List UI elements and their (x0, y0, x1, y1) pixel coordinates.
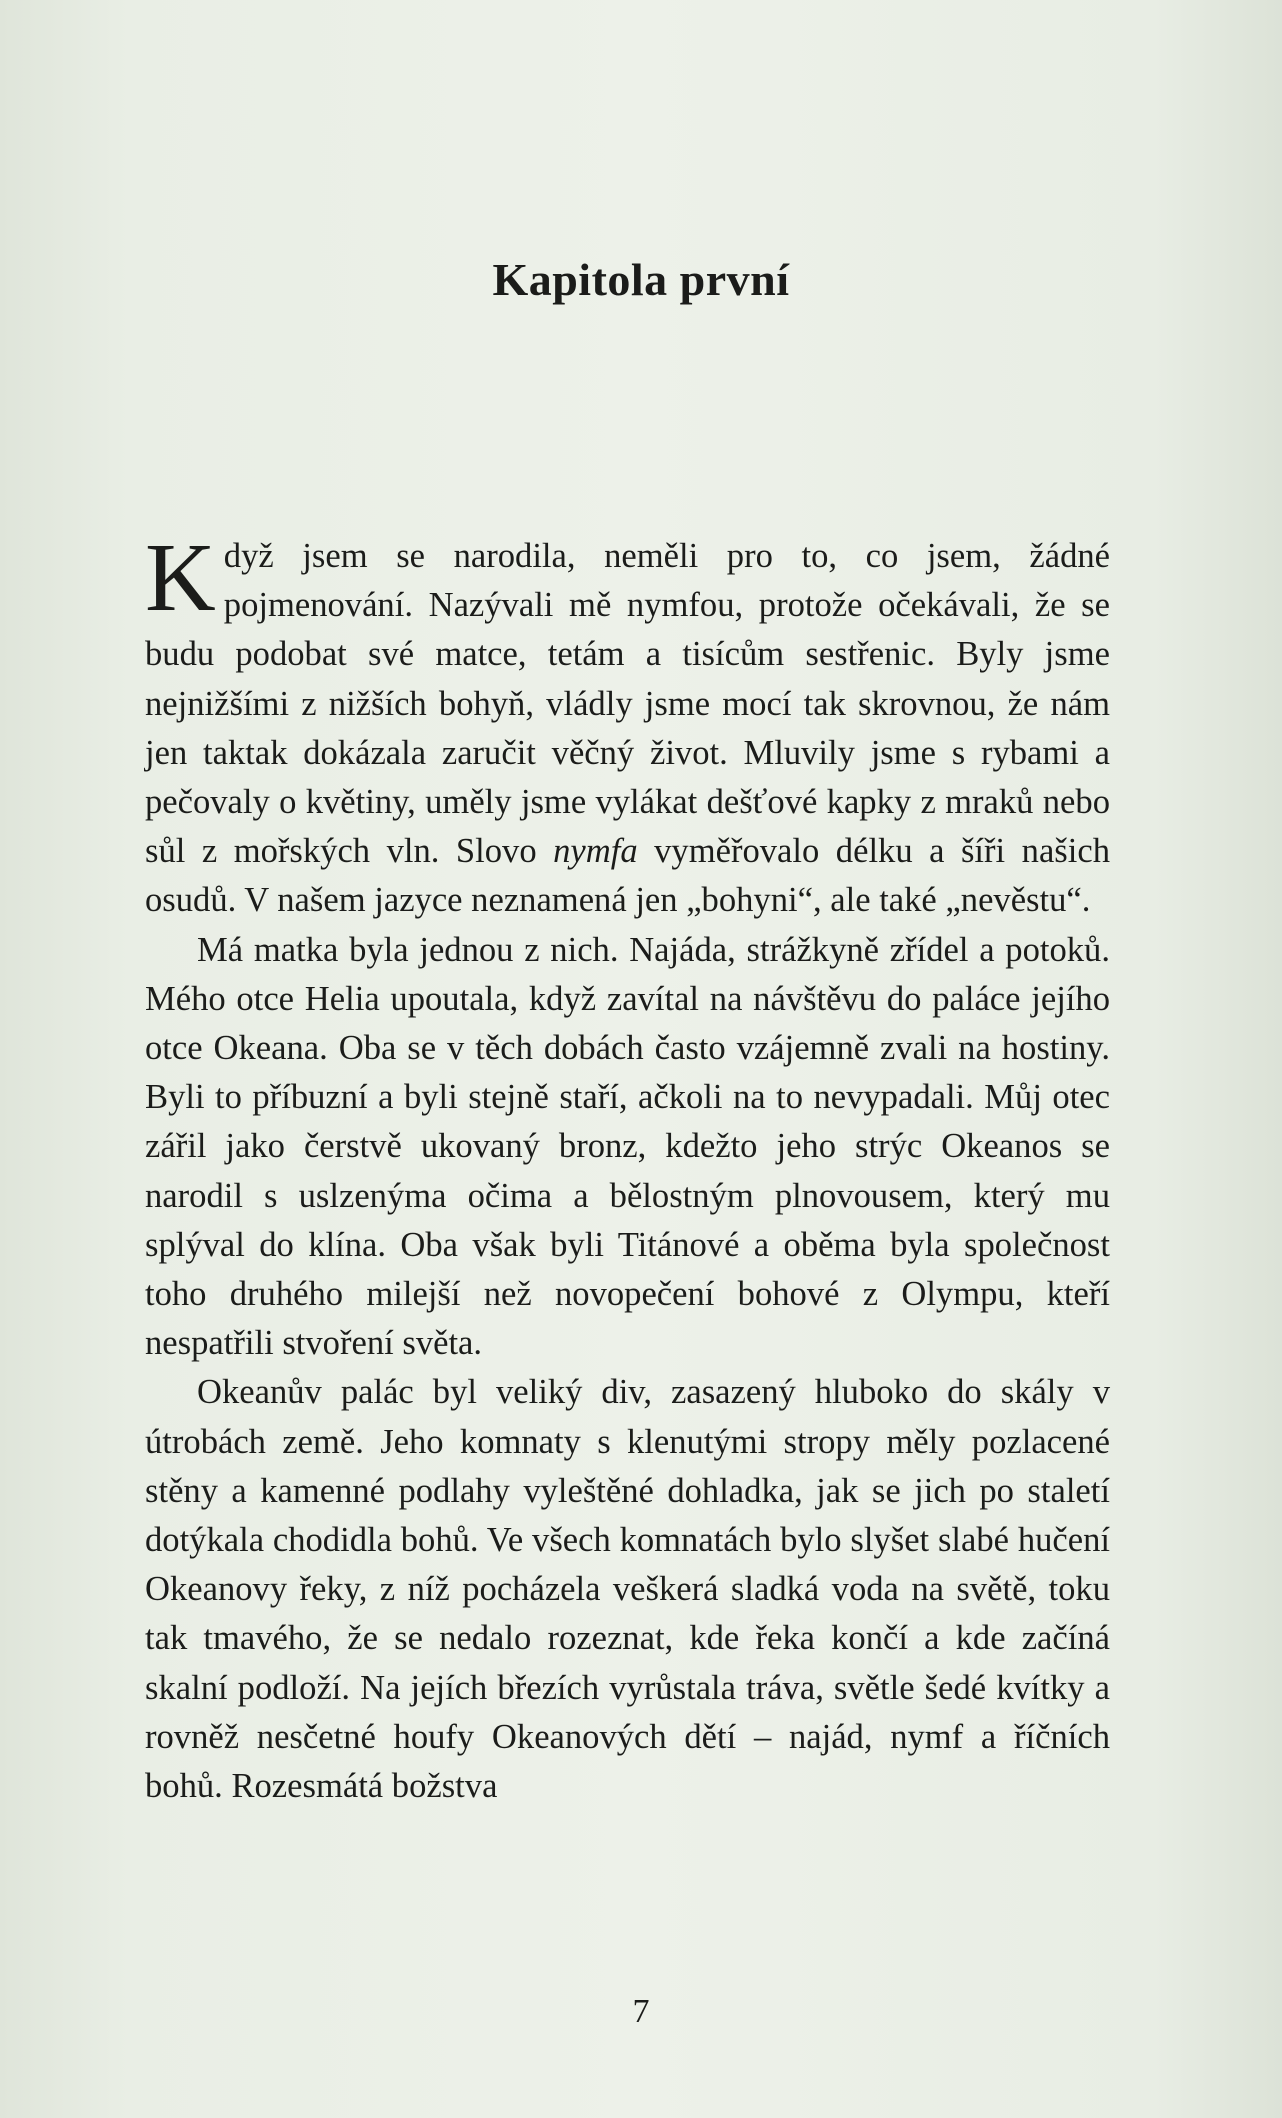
paragraph-1-text-a: dyž jsem se narodila, neměli pro to, co jsem, žádné pojmenování. Nazývali mě nymfou, protože očekávali, že se budu podobat své matce, tetám a tisícům sestřenic. Byly jsme nejnižšími z nižších bohyň, vládly jsme mocí tak skrovnou, že nám jen taktak dokázala zaručit věčný život. Mluvily jsme s rybami a pečovaly o květiny, uměly jsme vylákat dešťové kapky z mraků nebo sůl z mořských vln. Slovo (145, 537, 1110, 871)
page-number: 7 (632, 1993, 650, 2030)
chapter-title: Kapitola první (492, 253, 790, 305)
body-text (145, 524, 1111, 1811)
paragraph-2: Má matka byla jednou z nich. Najáda, strážkyně zřídel a potoků. Mého otce Helia upoutala, když zavítal na návštěvu do paláce jejího otce Okeana. Oba se v těch dobách často vzájemně zvali na hostiny. Byli to příbuzní a byli stejně staří, ačkoli na to nevypadali. Můj otec zářil jako čerstvě ukovaný bronz, kdežto jeho strýc Okeanos se narodil s uslzenýma očima a bělostným plnovousem, který mu splýval do klína. Oba však byli Titánové a oběma byla společnost toho druhého milejší než novopečení bohové z Olympu, kteří nespatřili stvoření světa. (145, 930, 1110, 1363)
paragraph-3: Okeanův palác byl veliký div, zasazený hluboko do skály v útrobách země. Jeho komnaty s klenutými stropy měly pozlacené stěny a kamenné podlahy vyleštěné dohladka, jak se jich po staletí dotýkala chodidla bohů. Ve všech komnatách bylo slyšet slabé hučení Okeanovy řeky, z níž pocházela veškerá sladká voda na světě, toku tak tmavého, že se nedalo rozeznat, kde řeka končí a kde začíná skalní podloží. Na jejích březích vyrůstala tráva, světle šedé kvítky a rovněž nesčetné houfy Okeanových dětí – najád, nymf a říčních bohů. Rozesmátá božstva (145, 1373, 1110, 1806)
paragraph-1-emphasis: nymfa (553, 832, 638, 871)
paragraph-1 (145, 524, 1111, 926)
paragraph-1-text-b: vyměřovalo délku a šíři našich osudů. V našem jazyce neznamená jen „bohyni“, ale také „nevěstu“. (145, 832, 1111, 920)
drop-cap: K (145, 524, 216, 632)
